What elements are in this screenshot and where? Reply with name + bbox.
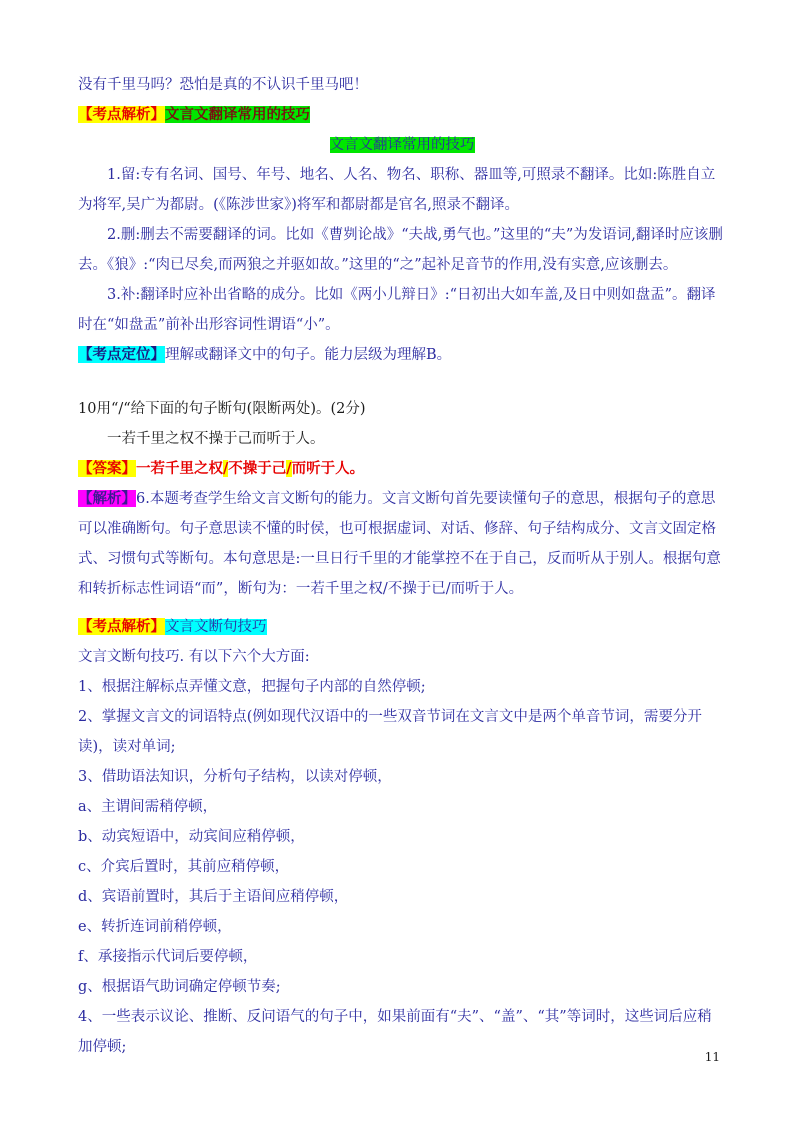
section1-tag: 【考点解析】 bbox=[78, 106, 165, 123]
section2-line: g、根据语气助词确定停顿节奏; bbox=[78, 979, 281, 995]
analysis-text: 6.本题考查学生给文言文断句的能力。文言文断句首先要读懂句子的意思，根据句子的意思可以准确断句。句子意思读不懂的时侯，也可根据虚词、对话、修辞、句子结构成分、文言文固定格式、习惯句式等断句。本句意思是:一旦日行千里的才能掌控不在于自己，反而听从于别人。根据句意和转折标志性词语“而”，断句为：一若千里之权/不操于已/而听于人。 bbox=[78, 491, 721, 597]
answer-part-1: 一若千里之权 bbox=[136, 460, 223, 477]
section1-item-1: 1.留:专有名词、国号、年号、地名、人名、物名、职称、器皿等,可照录不翻译。比如:陈胜自立为将军,吴广为都尉。(《陈涉世家》)将军和都尉都是官名,照录不翻译。 bbox=[78, 167, 716, 213]
locate-line bbox=[78, 340, 726, 370]
section2-line: f、承接指示代词后要停顿， bbox=[78, 949, 258, 965]
section2-tag: 【考点解析】 bbox=[78, 618, 165, 635]
page-number: 11 bbox=[704, 1050, 720, 1064]
spacer bbox=[78, 370, 726, 394]
section2-line: 4、一些表示议论、推断、反问语气的句子中，如果前面有“夫”、“盖”、“其”等词时，这些词后应稍加停顿; bbox=[78, 1009, 712, 1055]
locate-text: 理解或翻译文中的句子。能力层级为理解B。 bbox=[165, 347, 452, 363]
question-stem: 10用“/“给下面的句子断句(限断两处)。(2分) bbox=[78, 401, 366, 417]
section1-item-3: 3.补:翻译时应补出省略的成分。比如《两小儿辩日》:“日初出大如车盖,及日中则如盘盂”。翻译时在“如盘盂”前补出形容词性谓语“小”。 bbox=[78, 287, 716, 333]
answer-slash-2: / bbox=[286, 460, 292, 477]
section2-line: a、主谓间需稍停顿， bbox=[78, 799, 218, 815]
question-sentence: 一若千里之权不操于己而听于人。 bbox=[107, 431, 325, 447]
answer-part-3: 而听于人。 bbox=[291, 460, 365, 477]
section2-line: c、介宾后置时，其前应稍停顿， bbox=[78, 859, 290, 875]
analysis-paragraph bbox=[78, 484, 726, 604]
intro-line: 没有千里马吗？恐怕是真的不认识千里马吧！ bbox=[78, 77, 368, 93]
section1-center-heading: 文言文翻译常用的技巧 bbox=[329, 137, 475, 153]
answer-slash-1: / bbox=[223, 460, 229, 477]
section2-line: b、动宾短语中，动宾间应稍停顿， bbox=[78, 829, 305, 845]
document-page bbox=[78, 70, 726, 1062]
section2-header bbox=[78, 612, 726, 642]
locate-tag: 【考点定位】 bbox=[78, 346, 165, 363]
spacer bbox=[78, 604, 726, 612]
section2-line: d、宾语前置时，其后于主语间应稍停顿， bbox=[78, 889, 349, 905]
section2-line: 文言文断句技巧. 有以下六个大方面: bbox=[78, 649, 310, 665]
section2-line: 1、根据注解标点弄懂文意，把握句子内部的自然停顿; bbox=[78, 679, 426, 695]
answer-line bbox=[78, 454, 726, 484]
section1-item-2: 2.删:删去不需要翻译的词。比如《曹刿论战》“夫战,勇气也。”这里的“夫”为发语词,翻译时应该删去。《狼》:“肉已尽矣,而两狼之并驱如故。”这里的“之”起补足音节的作用,没有实意,应该删去。 bbox=[78, 227, 723, 273]
answer-tag: 【答案】 bbox=[78, 460, 136, 477]
section2-line: 3、借助语法知识，分析句子结构，以读对停顿， bbox=[78, 769, 392, 785]
section2-line: e、转折连词前稍停顿， bbox=[78, 919, 232, 935]
analysis-tag: 【解析】 bbox=[78, 490, 136, 507]
section1-header bbox=[78, 100, 726, 130]
answer-part-2: 不操于己 bbox=[228, 460, 287, 477]
section2-line: 2、掌握文言文的词语特点(例如现代汉语中的一些双音节词在文言文中是两个单音节词，需要分开读)，读对单词; bbox=[78, 709, 702, 755]
section1-title: 文言文翻译常用的技巧 bbox=[165, 106, 310, 123]
section2-title: 文言文断句技巧 bbox=[165, 619, 267, 635]
